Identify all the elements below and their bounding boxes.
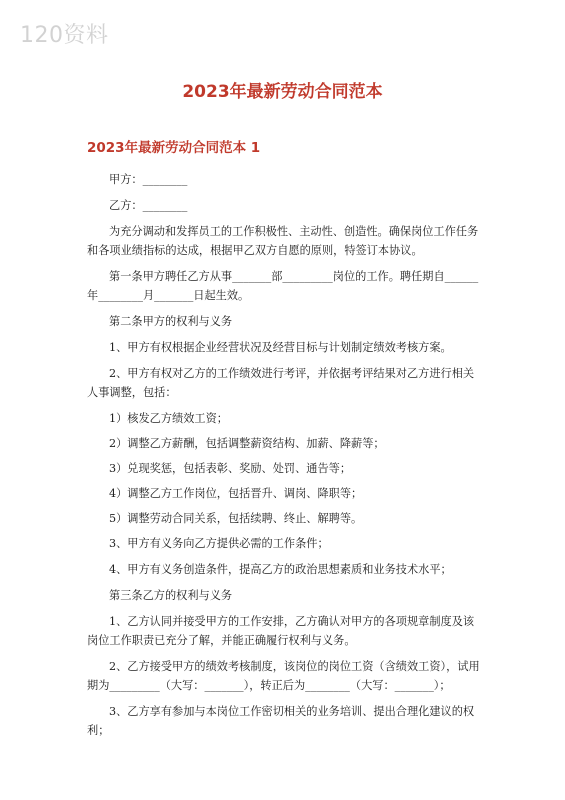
watermark-logo: 120资料 [20, 23, 109, 48]
article-3-heading: 第三条乙方的权利与义务 [109, 589, 233, 602]
article-3-item-1: 1、乙方认同并接受甲方的工作安排，乙方确认对甲方的各项规章制度及该岗位工作职责已充分了解，并能正确履行权利与义务。 [87, 615, 475, 647]
article-2-item-4: 4、甲方有义务创造条件，提高乙方的政治思想素质和业务技术水平； [109, 563, 452, 576]
adjustment-item-2: 2）调整乙方薪酬，包括调整薪资结构、加薪、降薪等； [109, 437, 385, 450]
preamble-paragraph: 为充分调动和发挥员工的工作积极性、主动性、创造性。确保岗位工作任务和各项业绩指标的达成，根据甲乙双方自愿的原则，特签订本协议。 [87, 225, 479, 257]
adjustment-item-1: 1）核发乙方绩效工资； [109, 412, 228, 425]
section-title: 2023年最新劳动合同范本 1 [87, 140, 261, 156]
adjustment-item-5: 5）调整劳动合同关系，包括续聘、终止、解聘等。 [109, 512, 363, 525]
article-2-item-3: 3、甲方有义务向乙方提供必需的工作条件； [109, 537, 329, 550]
article-3-item-3: 3、乙方享有参加与本岗位工作密切相关的业务培训、提出合理化建议的权利； [87, 705, 475, 737]
contract-body [87, 170, 480, 747]
party-b-line: 乙方：________ [109, 199, 188, 212]
article-2-item-1: 1、甲方有权根据企业经营状况及经营目标与计划制定绩效考核方案。 [109, 341, 452, 354]
article-2-item-2: 2、甲方有权对乙方的工作绩效进行考评，并依据考评结果对乙方进行相关人事调整，包括： [87, 367, 475, 399]
article-2-heading: 第二条甲方的权利与义务 [109, 315, 233, 328]
adjustment-item-3: 3）兑现奖惩，包括表彰、奖励、处罚、通告等； [109, 462, 352, 475]
adjustment-item-4: 4）调整乙方工作岗位，包括晋升、调岗、降职等； [109, 487, 363, 500]
article-1-paragraph: 第一条甲方聘任乙方从事_______部_________岗位的工作。聘任期自______年________月_______日起生效。 [87, 270, 479, 302]
document-title: 2023年最新劳动合同范本 [182, 82, 383, 102]
article-3-item-2: 2、乙方接受甲方的绩效考核制度，该岗位的岗位工资（含绩效工资），试用期为_________（大写：_______），转正后为________（大写：_______）； [87, 660, 480, 692]
party-a-line: 甲方：________ [109, 173, 188, 186]
